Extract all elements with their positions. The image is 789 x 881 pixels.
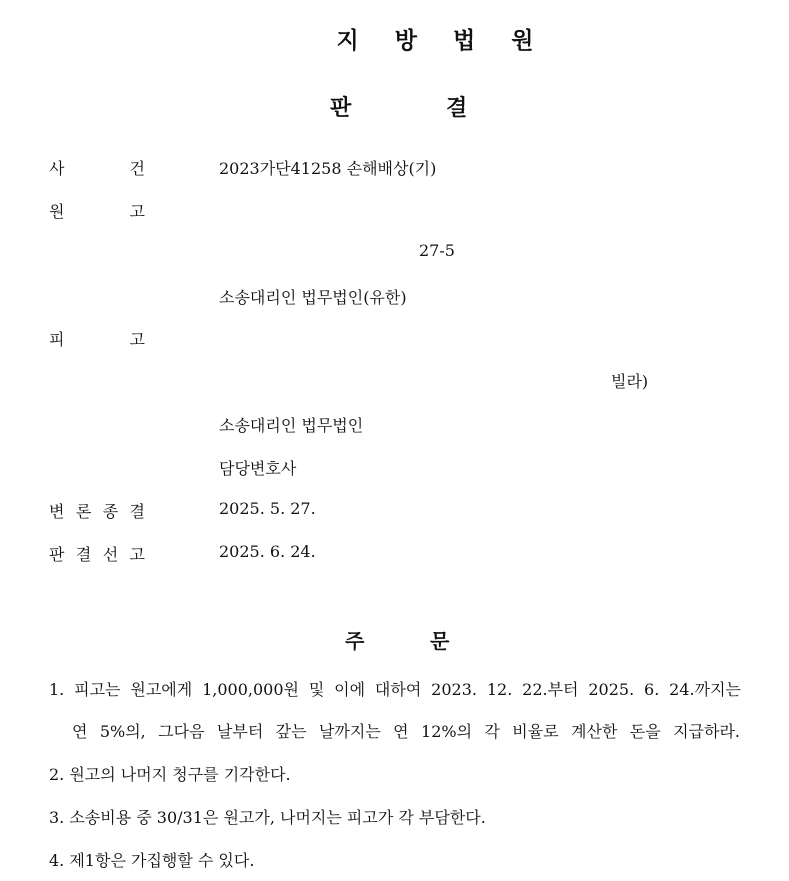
- order-item-3: 3. 소송비용 중 30/31은 원고가, 나머지는 피고가 각 부담한다.: [49, 808, 486, 827]
- plaintiff-counsel: 소송대리인 법무법인(유한): [219, 288, 407, 307]
- plaintiff-label: 원 고: [49, 202, 145, 221]
- defendant-address: 빌라): [611, 372, 649, 391]
- case-label: 사 건: [49, 159, 145, 178]
- verdict-label: 판 결 선 고: [49, 545, 145, 564]
- order-item-1-line-1: 1. 피고는 원고에게 1,000,000원 및 이에 대하여 2023. 12. 22.부터 2025. 6. 24.까지는: [49, 680, 741, 699]
- doc-title-left: 판: [330, 96, 352, 121]
- defendant-label: 피 고: [49, 330, 145, 349]
- order-item-1-line-2: 연 5%의, 그다음 날부터 갚는 날까지는 연 12%의 각 비율로 계산한 돈을 지급하라.: [72, 722, 740, 741]
- defendant-counsel: 소송대리인 법무법인: [219, 416, 364, 435]
- order-item-4: 4. 제1항은 가집행할 수 있다.: [49, 851, 255, 870]
- order-heading-left: 주: [345, 629, 365, 653]
- plaintiff-address: 27-5: [419, 241, 455, 260]
- case-number: 2023가단41258 손해배상(기): [219, 159, 437, 178]
- order-heading-right: 문: [430, 629, 450, 653]
- verdict-date: 2025. 6. 24.: [219, 542, 316, 561]
- order-item-2: 2. 원고의 나머지 청구를 기각한다.: [49, 765, 291, 784]
- closing-label: 변 론 종 결: [49, 502, 145, 521]
- court-name: 지 방 법 원: [336, 28, 548, 54]
- defendant-attorney: 담당변호사: [219, 459, 297, 478]
- closing-date: 2025. 5. 27.: [219, 499, 316, 518]
- doc-title-right: 결: [446, 96, 468, 121]
